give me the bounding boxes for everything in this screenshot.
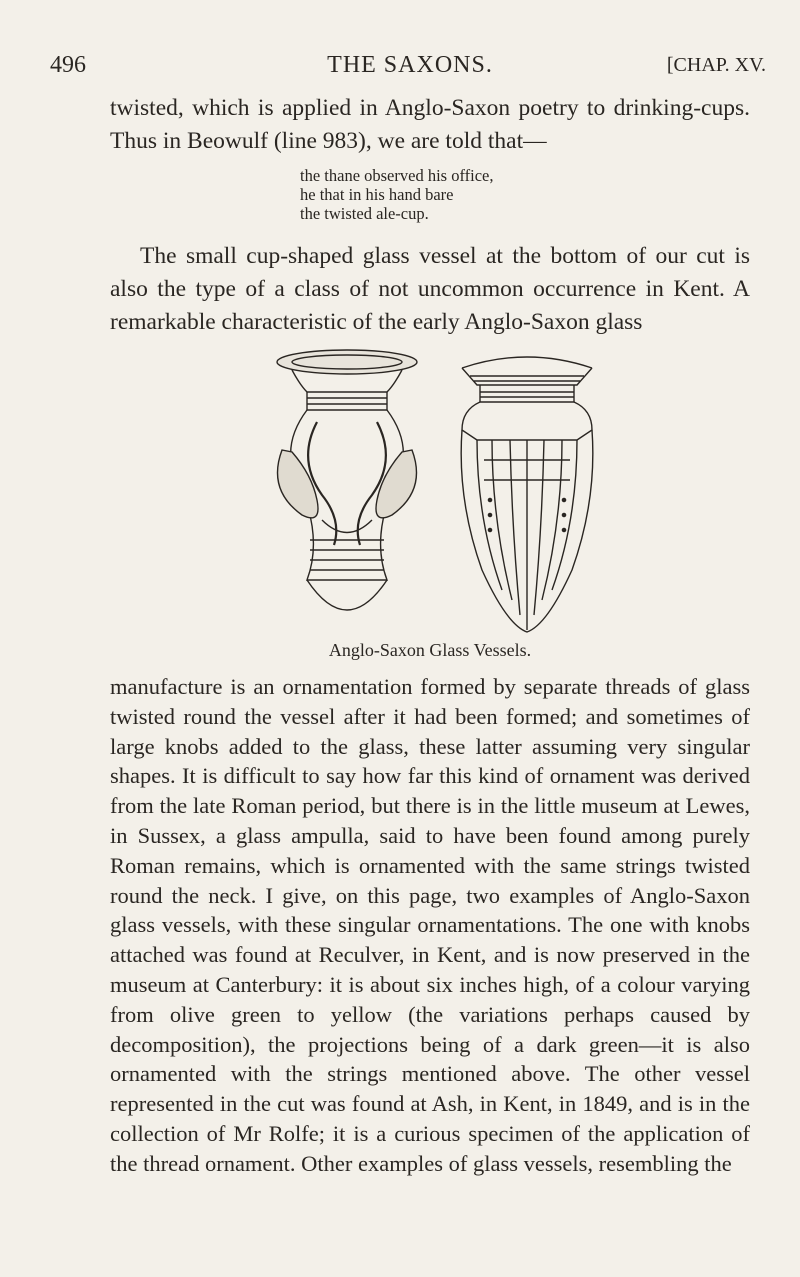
threaded-vessel-drawing — [461, 357, 593, 632]
quote-line: the twisted ale-cup. — [300, 204, 429, 223]
page-header — [50, 52, 770, 86]
quote-line: the thane observed his office, — [300, 166, 494, 185]
beowulf-quote — [300, 166, 494, 223]
page-number: 496 — [50, 52, 86, 78]
running-title: THE SAXONS. — [327, 52, 493, 78]
glass-vessels-illustration — [262, 340, 622, 640]
paragraph-2: The small cup-shaped glass vessel at the bottom of our cut is also the type of a class of not uncommon occurrence in Kent. A remarkable characteristic of the early Anglo-Saxon glass — [110, 243, 750, 335]
quote-line: he that in his hand bare — [300, 185, 454, 204]
knobbed-vessel-drawing — [277, 350, 417, 610]
paragraph-1: twisted, which is applied in Anglo-Saxon poetry to drinking-cups. Thus in Beowulf (line 983), we are told that— — [110, 95, 750, 154]
figure-caption: Anglo-Saxon Glass Vessels. — [328, 640, 532, 660]
paragraph-3: manufacture is an ornamentation formed by separate threads of glass twisted round the vessel after it had been formed; and sometimes of large knobs added to the glass, these latter assuming very singular shapes. It is difficult to say how far this kind of ornament was derived from the late Roman period, but there is in the little museum at Lewes, in Sussex, a glass ampulla, said to have been found among purely Roman remains, which is ornamented with the same strings twisted round the neck. I give, on this page, two examples of Anglo-Saxon glass vessels, with these singular ornamentations. The one with knobs attached was found at Reculver, in Kent, and is now preserved in the museum at Canterbury: it is about six inches high, of a colour varying from olive green to yellow (the variations perhaps caused by decomposition), the projections being of a dark green—it is also ornamented with the strings mentioned above. The other vessel represented in the cut was found at Ash, in Kent, in 1849, and is in the collection of Mr Rolfe; it is a curious specimen of the application of the thread ornament. Other examples of glass vessels, resembling the — [110, 674, 750, 1176]
chapter-marker: [CHAP. XV. — [666, 54, 766, 76]
